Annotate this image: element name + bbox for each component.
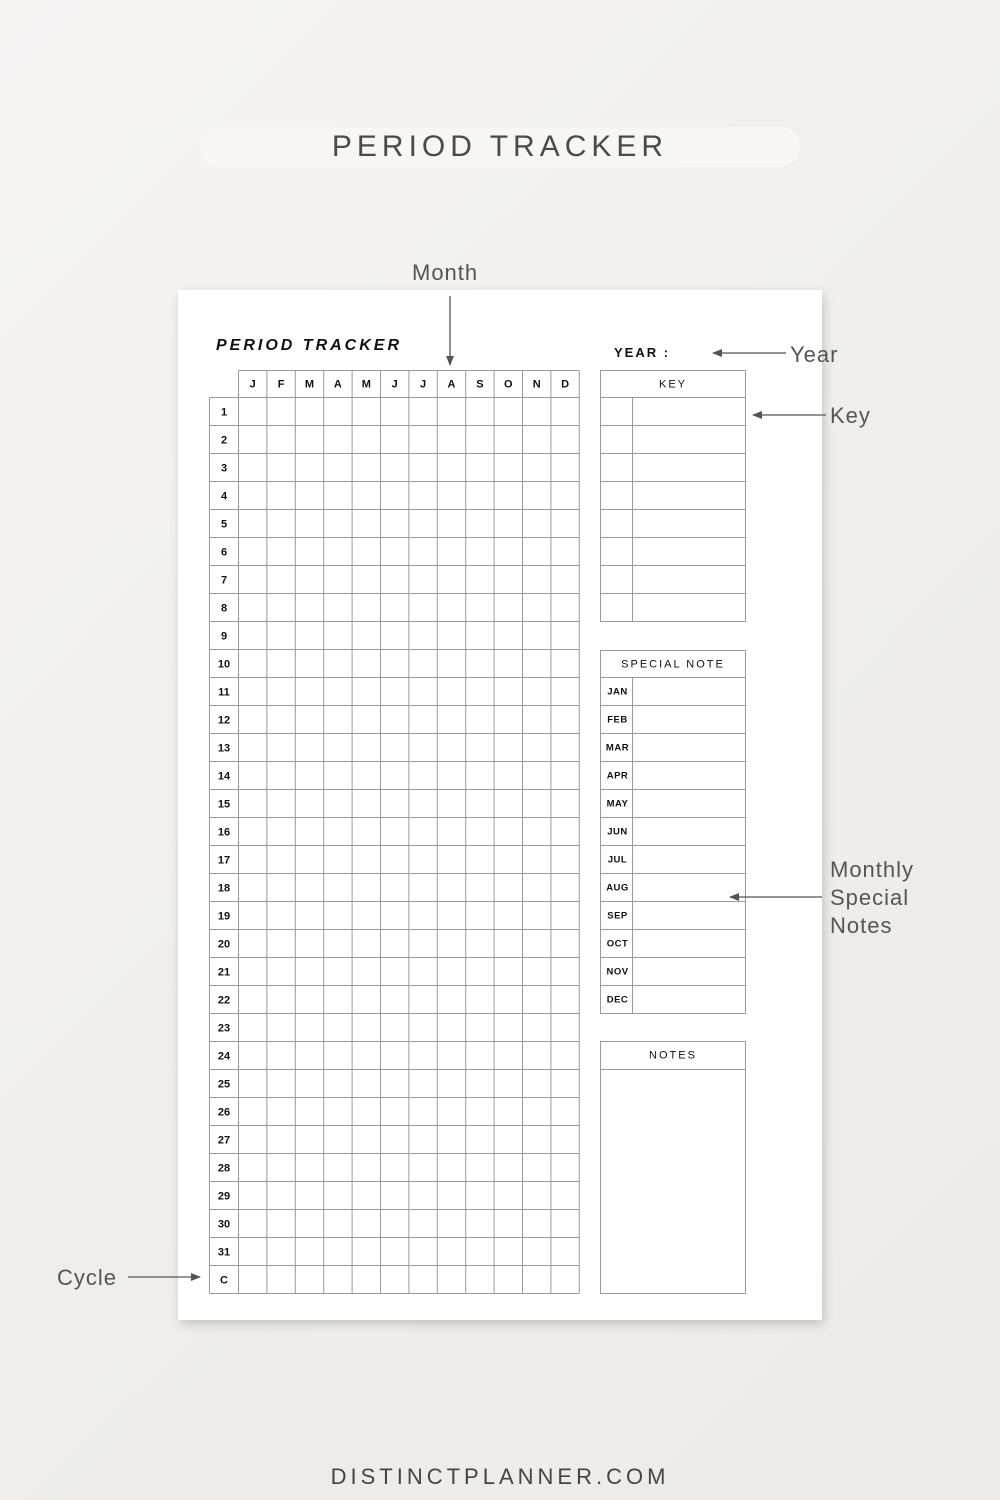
special-note-month-feb: FEB bbox=[607, 714, 628, 726]
day-row-label: 14 bbox=[217, 770, 231, 783]
special-note-title: SPECIAL NOTE bbox=[621, 658, 725, 671]
notes-box-border bbox=[601, 1042, 746, 1294]
sheet-title: PERIOD TRACKER bbox=[216, 337, 403, 354]
day-row-label: 23 bbox=[217, 1022, 231, 1035]
banner-title: PERIOD TRACKER bbox=[331, 130, 669, 163]
cycle-row-label: C bbox=[220, 1274, 228, 1287]
callout-line-3: Notes bbox=[830, 913, 893, 938]
day-row-label: 18 bbox=[217, 882, 231, 895]
month-header-n: N bbox=[532, 378, 541, 391]
callout-month: Month bbox=[412, 260, 479, 285]
special-note-month-jun: JUN bbox=[607, 826, 628, 838]
key-box-title: KEY bbox=[658, 378, 688, 391]
day-row-label: 29 bbox=[217, 1190, 231, 1203]
day-row-label: 12 bbox=[217, 714, 231, 727]
special-note-month-nov: NOV bbox=[606, 966, 629, 978]
day-row-label: 17 bbox=[217, 854, 231, 867]
day-row-label: 15 bbox=[217, 798, 231, 811]
key-box-border bbox=[601, 371, 746, 622]
day-row-label: 5 bbox=[220, 518, 228, 531]
month-header-m: M bbox=[361, 378, 371, 391]
special-note-month-jul: JUL bbox=[607, 854, 628, 866]
special-note-month-aug: AUG bbox=[606, 882, 629, 894]
day-row-label: 26 bbox=[217, 1106, 231, 1119]
day-row-label: 20 bbox=[217, 938, 231, 951]
special-note-month-apr: APR bbox=[606, 770, 629, 782]
special-note-month-dec: DEC bbox=[606, 994, 629, 1006]
day-row-label: 24 bbox=[217, 1050, 231, 1063]
day-row-label: 8 bbox=[220, 602, 228, 615]
month-header-j: J bbox=[249, 378, 256, 391]
callout-line-1: Monthly bbox=[830, 857, 915, 882]
month-header-s: S bbox=[476, 378, 484, 391]
day-row-label: 22 bbox=[217, 994, 231, 1007]
footer-site: DISTINCTPLANNER.COM bbox=[330, 1464, 670, 1489]
day-row-label: 25 bbox=[217, 1078, 231, 1091]
day-row-label: 19 bbox=[217, 910, 231, 923]
day-row-label: 2 bbox=[220, 434, 228, 447]
month-header-j: J bbox=[420, 378, 427, 391]
special-note-month-oct: OCT bbox=[606, 938, 629, 950]
special-note-box bbox=[601, 651, 746, 1014]
month-header-d: D bbox=[561, 378, 570, 391]
day-row-label: 1 bbox=[220, 406, 228, 419]
month-header-j: J bbox=[391, 378, 398, 391]
day-row-label: 28 bbox=[217, 1162, 231, 1175]
day-month-grid bbox=[210, 371, 580, 1294]
month-header-a: A bbox=[333, 378, 342, 391]
special-note-month-may: MAY bbox=[606, 798, 629, 810]
month-header-o: O bbox=[504, 378, 513, 391]
day-row-label: 16 bbox=[217, 826, 231, 839]
callout-year: Year bbox=[790, 342, 839, 367]
day-row-label: 30 bbox=[217, 1218, 231, 1231]
month-header-f: F bbox=[277, 378, 285, 391]
day-row-label: 21 bbox=[217, 966, 231, 979]
special-note-month-jan: JAN bbox=[607, 686, 628, 698]
day-row-label: 6 bbox=[220, 546, 228, 559]
day-row-label: 3 bbox=[220, 462, 228, 475]
callout-monthly-special-notes bbox=[830, 856, 914, 940]
day-row-label: 10 bbox=[217, 658, 231, 671]
special-note-month-sep: SEP bbox=[607, 910, 628, 922]
month-header-a: A bbox=[447, 378, 456, 391]
key-box bbox=[601, 371, 746, 622]
day-row-label: 27 bbox=[217, 1134, 231, 1147]
year-label: YEAR : bbox=[614, 345, 671, 360]
day-row-label: 7 bbox=[220, 574, 228, 587]
special-note-month-mar: MAR bbox=[605, 742, 630, 754]
month-header-m: M bbox=[304, 378, 315, 391]
callout-cycle: Cycle bbox=[57, 1265, 118, 1290]
day-row-label: 4 bbox=[220, 490, 228, 503]
callout-key: Key bbox=[830, 403, 871, 428]
notes-box-title: NOTES bbox=[649, 1049, 697, 1062]
callout-arrows bbox=[128, 296, 826, 1277]
notes-box bbox=[601, 1042, 746, 1294]
day-row-label: 11 bbox=[218, 686, 230, 699]
day-row-label: 9 bbox=[220, 630, 228, 643]
callout-line-2: Special bbox=[830, 885, 910, 910]
day-row-label: 31 bbox=[217, 1246, 231, 1259]
day-row-label: 13 bbox=[217, 742, 231, 755]
